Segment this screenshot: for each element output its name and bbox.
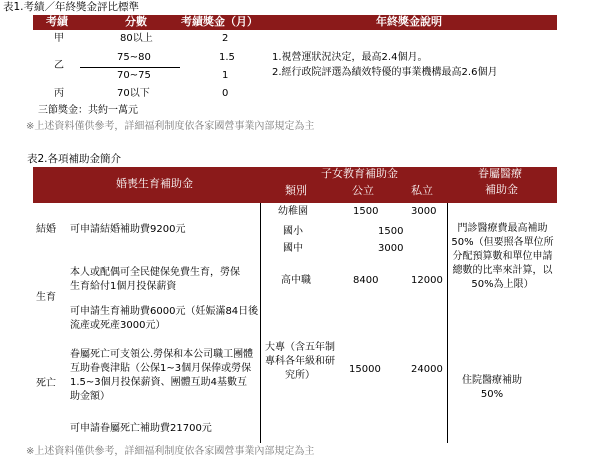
medical-outpatient-text: 門診醫療費最高補助50%（但要照各單位所分配預算數和單位申請總數的比率來計算，以50%為上限） xyxy=(451,223,554,290)
education-type-kindergarten: 幼稚園 xyxy=(278,206,308,217)
table1-row4-bonus: 0 xyxy=(222,88,229,99)
table1-header-grade: 考績 xyxy=(46,15,68,28)
table1-disclaimer: ※上述資料僅供參考，詳細福利制度依各家國營事業內部規定為主 xyxy=(26,121,315,132)
birth-text-1: 本人或配偶可全民健保免費生育，勞保生育給付1個月投保薪資 xyxy=(70,267,240,292)
table2-caption: 表2.各項補助金簡介 xyxy=(27,153,122,165)
education-type-elementary: 國小 xyxy=(283,226,303,237)
table1-header-score: 分數 xyxy=(125,15,147,28)
table1-note-2: 2.經行政院評選為績效特優的事業機構最高2.6個月 xyxy=(272,67,498,78)
table1-row2-score: 75~80 xyxy=(117,52,151,63)
education-type-junior-high: 國中 xyxy=(283,243,303,254)
table1-row2-bonus: 1.5 xyxy=(219,52,235,63)
table2-header-public: 公立 xyxy=(352,184,374,197)
table1-row2-divider xyxy=(80,67,180,68)
table2-header-medical-2: 補助金 xyxy=(485,183,518,196)
table2-header-type: 類別 xyxy=(285,184,307,197)
table1-header-bonus: 考績獎金（月） xyxy=(181,15,258,28)
table2-disclaimer: ※上述資料僅供參考，詳細福利制度依各家國營事業內部規定為主 xyxy=(26,446,315,457)
table2-header-education: 子女教育補助金 xyxy=(321,167,398,180)
table2-divider-education-medical xyxy=(447,203,448,443)
table2-divider-wedding-education xyxy=(260,203,261,443)
education-type-senior-high: 高中職 xyxy=(281,275,311,286)
table1-header-year-end: 年終獎金說明 xyxy=(376,15,442,28)
death-text-2: 可申請眷屬死亡補助費21700元 xyxy=(70,423,212,434)
death-label: 死亡 xyxy=(36,378,56,389)
table1-row1-score: 80以上 xyxy=(120,33,153,44)
table2-header-private: 私立 xyxy=(411,184,433,197)
table1-header-bar xyxy=(33,15,557,30)
birth-text-2: 可申請生育補助費6000元（妊娠滿84日後流產或死產3000元） xyxy=(70,306,259,331)
table1-row1-bonus: 2 xyxy=(222,33,229,44)
table1-note-1: 1.視營運狀況決定，最高2.4個月。 xyxy=(272,52,428,63)
education-public-kindergarten: 1500 xyxy=(353,206,379,217)
table2-header-wedding: 婚喪生育補助金 xyxy=(116,177,193,190)
table1-row3-score: 70~75 xyxy=(117,70,151,81)
birth-label: 生育 xyxy=(36,292,56,303)
table2-header-medical-1: 眷屬醫療 xyxy=(478,167,522,180)
marriage-text: 可申請結婚補助費9200元 xyxy=(70,224,186,235)
education-private-junior-high: 3000 xyxy=(378,243,404,254)
education-private-elementary: 1500 xyxy=(378,226,404,237)
death-text-1: 眷屬死亡可支領公.勞保和本公司職工團體互助眷喪津貼（公保1~3個月保俸或勞保1.5~3個月投保薪資、團體互助4基數互助金額） xyxy=(70,349,254,402)
table1-caption: 表1.考績／年終獎金評比標準 xyxy=(3,1,140,13)
education-type-college: 大專（含五年制專科各年級和研究所） xyxy=(265,342,335,381)
festival-bonus-text: 三節獎金：共約一萬元 xyxy=(38,105,138,116)
education-private-kindergarten: 3000 xyxy=(411,206,437,217)
education-private-college: 24000 xyxy=(411,364,443,375)
table1-row3-bonus: 1 xyxy=(222,70,229,81)
table1-row1-grade: 甲 xyxy=(54,33,64,44)
marriage-label: 結婚 xyxy=(36,224,56,235)
table1-row2-grade: 乙 xyxy=(54,60,64,71)
medical-inpatient-text: 住院醫療補助50% xyxy=(462,375,522,400)
education-public-senior-high: 8400 xyxy=(353,275,379,286)
education-private-senior-high: 12000 xyxy=(411,275,443,286)
education-public-college: 15000 xyxy=(349,364,381,375)
table1-row4-score: 70以下 xyxy=(117,88,150,99)
table1-row4-grade: 丙 xyxy=(54,88,64,99)
